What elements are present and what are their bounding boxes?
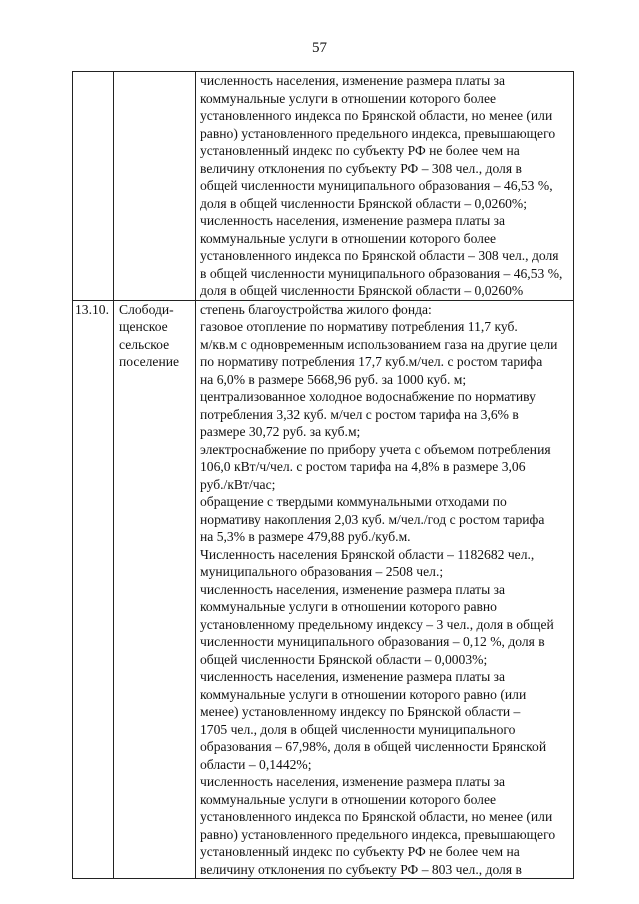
text-line: установленному предельному индексу – 3 чел., доля в общей [200, 616, 554, 632]
text-line: установленного индекса по Брянской области – 308 чел., доля [200, 248, 559, 263]
text-line: численность населения, изменение размера платы за [200, 213, 506, 228]
text-line: величину отклонения по субъекту РФ – 803 чел., доля в [200, 861, 522, 877]
text-line: Слободи- [119, 301, 174, 317]
text-line: газовое отопление по нормативу потребления 11,7 куб. [200, 319, 518, 334]
text-line: установленного индекса по Брянской области, но менее (или [200, 809, 553, 824]
text-line: поселение [119, 354, 180, 369]
description-cell [196, 72, 574, 301]
text-line: м/кв.м с одновременным использованием газа на другие цели [200, 336, 558, 352]
table-row [73, 300, 574, 879]
text-line: коммунальные услуги в отношении которого более [200, 90, 497, 106]
text-line: доля в общей численности Брянской области – 0,0260% [200, 283, 524, 298]
text-line: менее) установленному индексу по Брянской области – [200, 704, 521, 719]
text-line: коммунальные услуги в отношении которого равно [200, 599, 497, 614]
text-line: численности муниципального образования – 0,12 %, доля в [200, 634, 545, 649]
document-table [72, 71, 574, 879]
text-line: обращение с твердыми коммунальными отходами по [200, 494, 507, 509]
text-line: сельское [119, 336, 170, 352]
text-line: размере 30,72 руб. за куб.м; [200, 424, 361, 439]
text-line: по нормативу потребления 17,7 куб.м/чел. с ростом тарифа [200, 354, 543, 369]
text-line: в общей численности муниципального образования – 46,53 %, [200, 265, 563, 281]
text-line: руб./кВт/час; [200, 476, 276, 492]
text-line: централизованное холодное водоснабжение по нормативу [200, 389, 536, 404]
text-line: на 6,0% в размере 5668,96 руб. за 1000 куб. м; [200, 371, 467, 387]
text-line: муниципального образования – 2508 чел.; [200, 564, 444, 579]
text-line: электроснабжение по прибору учета с объемом потребления [200, 441, 551, 457]
text-line: общей численности муниципального образования – 46,53 %, [200, 178, 553, 193]
text-line: 1705 чел., доля в общей численности муниципального [200, 721, 516, 737]
text-line: численность населения, изменение размера платы за [200, 669, 506, 684]
table-row [73, 72, 574, 301]
text-line: 106,0 кВт/ч/чел. с ростом тарифа на 4,8% в размере 3,06 [200, 459, 526, 474]
municipality-name-cell [114, 72, 196, 301]
text-line: коммунальные услуги в отношении которого равно (или [200, 686, 527, 702]
text-line: общей численности Брянской области – 0,0003%; [200, 651, 488, 667]
text-line: коммунальные услуги в отношении которого более [200, 230, 497, 246]
text-line: величину отклонения по субъекту РФ – 308 чел., доля в [200, 160, 522, 176]
text-line: равно) установленного предельного индекса, превышающего [200, 826, 556, 842]
text-line: области – 0,1442%; [200, 756, 312, 772]
text-line: доля в общей численности Брянской области – 0,0260%; [200, 195, 528, 211]
text-line: нормативу накопления 2,03 куб. м/чел./год с ростом тарифа [200, 511, 545, 527]
text-line: численность населения, изменение размера платы за [200, 774, 506, 789]
text-line: численность населения, изменение размера платы за [200, 581, 506, 597]
text-line: численность населения, изменение размера платы за [200, 73, 506, 88]
row-number-cell: 13.10. [73, 300, 114, 879]
text-line: потребления 3,32 куб. м/чел с ростом тарифа на 3,6% в [200, 406, 519, 422]
text-line: коммунальные услуги в отношении которого более [200, 791, 497, 807]
description-cell [196, 300, 574, 879]
text-line: образования – 67,98%, доля в общей численности Брянской [200, 739, 547, 754]
text-line: установленный индекс по субъекту РФ не более чем на [200, 844, 520, 859]
text-line: Численность населения Брянской области – 1182682 чел., [200, 546, 535, 562]
text-line: установленный индекс по субъекту РФ не более чем на [200, 143, 520, 158]
page-number: 57 [312, 40, 327, 56]
municipality-name-cell [114, 300, 196, 879]
row-number-cell [73, 72, 114, 301]
text-line: степень благоустройства жилого фонда: [200, 301, 432, 317]
text-line: равно) установленного предельного индекса, превышающего [200, 125, 556, 141]
text-line: щенское [119, 319, 168, 334]
text-line: установленного индекса по Брянской области, но менее (или [200, 108, 553, 123]
text-line: на 5,3% в размере 479,88 руб./куб.м. [200, 529, 411, 544]
